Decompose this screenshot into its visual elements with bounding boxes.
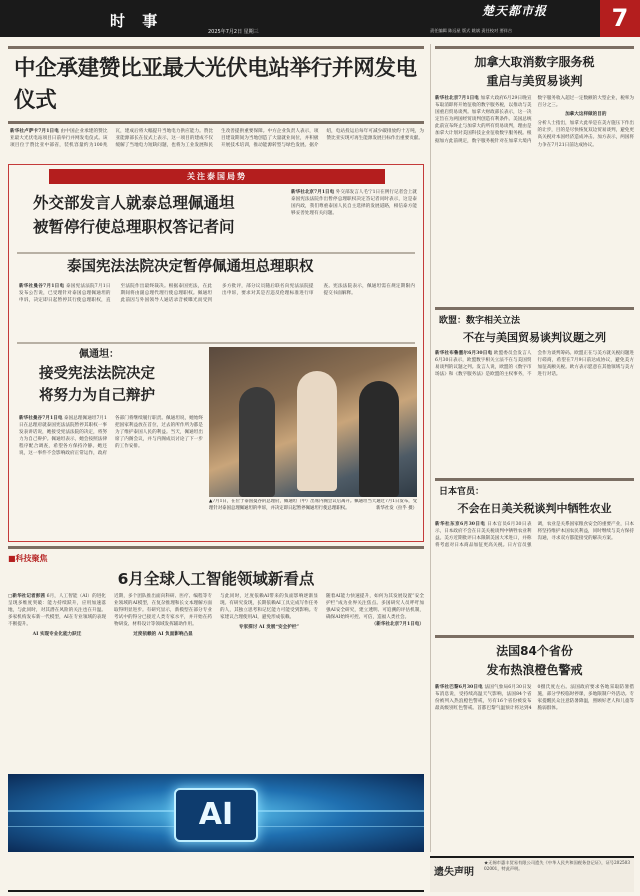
focus-story2-title: 泰国宪法法院决定暂停佩通坦总理职权 (67, 259, 314, 275)
right-story3-rule (435, 478, 634, 481)
right-story2-body (435, 350, 634, 476)
focus-story1-title-line1: 外交部发言人就泰总理佩通坦 (33, 194, 235, 212)
tech-sub3: 专家探讨 AI 发展“安全护栏” (238, 625, 300, 631)
tech-text-a: 6月，人工智能（AI）的进化呈现多维度突破：能力持续跃升，应用加速落地，与此同时，对其潜在风险的关注也在升温。多家机构发布新一代模型，AI在专业领域的表现不断提升。 (8, 594, 106, 628)
notice-box (430, 856, 634, 892)
focus-story1-body (291, 189, 417, 249)
focus-story1-dateline: 新华社北京7月1日电 (291, 190, 335, 195)
focus-photo (209, 347, 417, 497)
right-story4-rule (435, 635, 634, 638)
tech-graphic (8, 774, 424, 852)
focus-story2-dateline: 新华社曼谷7月1日电 (19, 284, 65, 289)
tech-sub1: AI 实现专业化能力跃迁 (32, 632, 82, 638)
editor-line: 责任编辑 陈远星 版式 姚斌 责任校对 要祥吉 (430, 28, 513, 33)
focus-story3-title-line2: 将努力为自己辩护 (39, 388, 155, 404)
tech-sub2: 过度依赖的 AI 负面影响凸显 (133, 632, 193, 638)
focus-story1-text: 外交部发言人毛宁1日在例行记者会上就泰国宪法法院作出暂停总理职权决定答记者问时表示，这是泰国内政，我们尊重泰国人民自主选择的发展道路，相信泰方能够妥善处理有关问题。 (291, 190, 417, 217)
tech-section (8, 546, 424, 852)
lead-story (8, 44, 424, 160)
right-story4-text: 法国气象局6月30日发布消息说，受持续高温天气影响，法国84个省份被列入热浪橙色警戒，另有16个省份被发布最高级别红色警戒。首都巴黎气温预计将达到40摄氏度左右。法国政府要求各地采取防暑措施，部分学校临时停课，多地限制户外活动。专家提醒民众注意防暑降温，照顾好老人和儿童等脆弱群体。 (435, 685, 634, 712)
tech-end-tag: （新华社北京7月1日电） (371, 622, 424, 628)
tech-section-label: ■科技聚焦 (8, 554, 48, 563)
page-number: 7 (600, 0, 640, 37)
focus-story3-kicker: 佩通坦： (79, 349, 119, 360)
focus-story1-title-line2: 被暂停行使总理职权答记者问 (33, 218, 235, 236)
tech-body (8, 593, 424, 773)
right-story2-kicker: 欧盟：数字相关立法 (439, 316, 521, 326)
photo-figure-center (297, 371, 337, 491)
right-story1-title-line1: 加拿大取消数字服务税 (474, 55, 595, 69)
tech-text-c: 与此同时，过度依赖AI带来的负面影响逐渐显现。有研究发现，长期依赖AI工具完成写作任务的人，其独立思考和记忆能力可能受到影响。专家建议合理使用AI，避免形成依赖。 (220, 594, 318, 621)
focus-story3-title-line1: 接受宪法法院决定 (39, 366, 155, 382)
right-story2-rule (435, 307, 634, 310)
tech-text-b: 近期，多个团队推出面向科研、医疗、编程等专业领域的AI模型，在复杂推理和长文本理解方面取得明显进步。有研究显示，新模型在部分专业考试中的得分已接近人类专家水平，并开始在药物研发、材料设计等领域发挥辅助作用。 (114, 594, 212, 628)
right-column (430, 44, 634, 852)
right-story1-rule (435, 46, 634, 49)
focus-story3-title (17, 347, 201, 407)
right-story4-body (435, 684, 634, 816)
right-story1-title-line2: 重启与美贸易谈判 (486, 74, 583, 88)
photo-caption-text: ▲7月1日，在位于泰国曼谷的总理府，佩通坦（中）出席内阁会议后离开。佩通坦当天通过7月1日发布，受理针对泰国总理佩通坦的申诉，并决定即日起暂停佩通坦行使总理职权。 (209, 499, 417, 511)
ai-chip (174, 788, 258, 842)
focus-story2-text: 泰国宪法法院7月1日发布公告说，已受理针对泰国总理佩通坦的申诉，决定即日起暂停其行使总理职权，直至法院作出最终裁决。根据泰国宪法，在此期间将由副总理代理行使总理职权。佩通坦此前因与外国领导人通话录音被曝光而受到多方批评，部分议员随后联名向宪法法院提出申诉，要求对其是否违反伦理标准进行审查。宪法法院表示，佩通坦需在规定期限内提交书面解释。 (19, 284, 415, 304)
ai-chip-label: AI (198, 797, 234, 832)
lead-text: 由中国企业承建的赞比亚最大光伏电站项目日前举行并网发电仪式。该项目位于赞比亚中部省，装机容量约为100兆瓦，建成后将大幅提升当地电力供应能力。赞比亚能源部长在仪式上表示，这一项目的建成不仅缓解了当地电力短缺问题，也将为工业发展和民生改善提供重要保障。中方企业负责人表示，项目建设期间为当地创造了大量就业岗位，并积极开展技术培训，推动能源转型与绿色发展。据介绍，电站投运后每年可减少碳排放约十万吨，为赞比亚实现可再生能源发展目标作出重要贡献。 (10, 129, 424, 149)
right-story1-text-a: 加拿大政府6月29日晚宣布取消即将开始征收的数字服务税，以推动与美国重启贸易谈判。加拿大财政部长表示，这一决定旨在为两国经贸谈判创造有利条件。美国总统此前宣布终止与加拿大的所有贸易谈判，理由是加拿大计划对美国科技企业征收数字服务税。根据加方此前规定，数字服务税针对在加拿大境内数字服务收入超过一定数额的大型企业，税率为百分之三。 (435, 96, 634, 144)
right-story1-text-b: 分析人士指出，加拿大此举是在美方施压下作出的让步，目的是尽快恢复双边贸易谈判，避免更高关税对本国经济造成冲击。加方表示，两国将力争在7月21日前达成协议。 (537, 121, 634, 148)
right-story3-body (435, 521, 634, 633)
section-title: 时 事 (110, 12, 164, 30)
right-story4-title-line2: 发布热浪橙色警戒 (486, 663, 583, 677)
tech-headline: 6月全球人工智能领域新看点 (117, 570, 315, 588)
issue-date: 2025年7月2日 星期三 (208, 29, 259, 35)
lead-rule-top (8, 46, 424, 49)
lead-dateline: 新华社卢萨卡7月1日电 (10, 129, 59, 134)
right-story3-dateline: 新华社东京6月30日电 (435, 522, 486, 527)
focus-story2-body (19, 283, 415, 337)
masthead-paper: 楚天都市报 (482, 4, 548, 18)
notice-title: 遗失声明 (434, 867, 474, 878)
right-story2-dateline: 新华社布鲁塞尔6月30日电 (435, 351, 493, 356)
right-story3-title: 不会在日美关税谈判中牺牲农业 (457, 502, 612, 515)
photo-figure-right (359, 381, 399, 497)
focus-label: 关注泰国局势 (49, 169, 385, 184)
lead-headline: 中企承建赞比亚最大光伏电站举行并网发电仪式 (14, 56, 417, 113)
focus-divider2 (17, 342, 415, 344)
focus-story3-body (19, 415, 203, 535)
focus-box (8, 164, 424, 542)
right-story4-dateline: 新华社巴黎6月30日电 (435, 685, 483, 690)
photo-figure-left (239, 387, 275, 497)
right-story3-kicker: 日本官员： (439, 487, 485, 497)
focus-photo-caption (209, 499, 417, 535)
focus-story1-title (33, 191, 281, 239)
right-story2-title: 不在与美国贸易谈判议题之列 (463, 331, 606, 344)
tech-rule (8, 546, 424, 549)
right-story1-subhead: 加拿大这样做的目的 (565, 112, 607, 118)
focus-story3-dateline: 新华社曼谷7月1日电 (19, 416, 63, 421)
focus-story3-text: 泰国总理佩通坦7月1日在总理府就泰国宪法法院暂停其职权一事发表讲话说，她接受宪法法院的决定，将努力为自己辩护。佩通坦表示，她会按照法律程序配合调查，希望各方保持冷静。她还说，这一事件不会影响政府正常运作，政府各部门将继续履行职责。佩通坦说，她始终把国家利益放在首位，过去的所作所为都是为了维护泰国人民的利益。当天，佩通坦出席了内阁会议，并与内阁成员讨论了下一步的工作安排。 (19, 416, 203, 457)
focus-divider1 (17, 252, 415, 254)
right-story3-text: 日本官员6月30日表示，日本政府不会在日美关税谈判中牺牲农业利益。美方近期批评日本限制美国大米进口，并称将考虑对日本商品加征更高关税。日方官员强调，农业是关系国家粮食安全的重要产业，日本将坚持维护本国农民利益，同时继续与美方保持沟通，寻求双方都能接受的解决方案。 (435, 522, 634, 549)
right-story4-title-line1: 法国84个省份 (496, 644, 573, 658)
photo-credit: 新华社发（拉乎 摄） (376, 505, 417, 511)
right-story1-body (435, 95, 634, 305)
right-story1-dateline: 新华社北京7月1日电 (435, 96, 479, 101)
right-story2-text: 欧盟委员会发言人6月30日表示，欧盟数字相关立法不在与美国贸易谈判的议题之列。发言人说，欧盟的《数字市场法》和《数字服务法》是欧盟的主权事务，不会作为谈判筹码。欧盟正在与美方就关税问题进行磋商，希望在7月9日前达成协议，避免美方加征高额关税。欧方表示愿意在其他领域与美方进行对话。 (435, 351, 634, 378)
notice-text: ★无锡市惠丰贸易有限公司遗失《中华人民共和国税务登记证》，证号20250302001，特此声明。 (484, 860, 630, 872)
lead-rule-bottom (8, 121, 424, 124)
tech-text-d: 随着AI能力快速提升，如何为其发展设置“安全护栏”成为业界关注焦点。多国研究人员呼吁加强AI安全研究，建立透明、可追溯的评估机制，确保AI始终可控、可信，造福人类社会。 (326, 594, 424, 621)
tech-dateline: □新华社记者彭茜 (8, 594, 46, 599)
page-bottom-rule (8, 890, 424, 892)
